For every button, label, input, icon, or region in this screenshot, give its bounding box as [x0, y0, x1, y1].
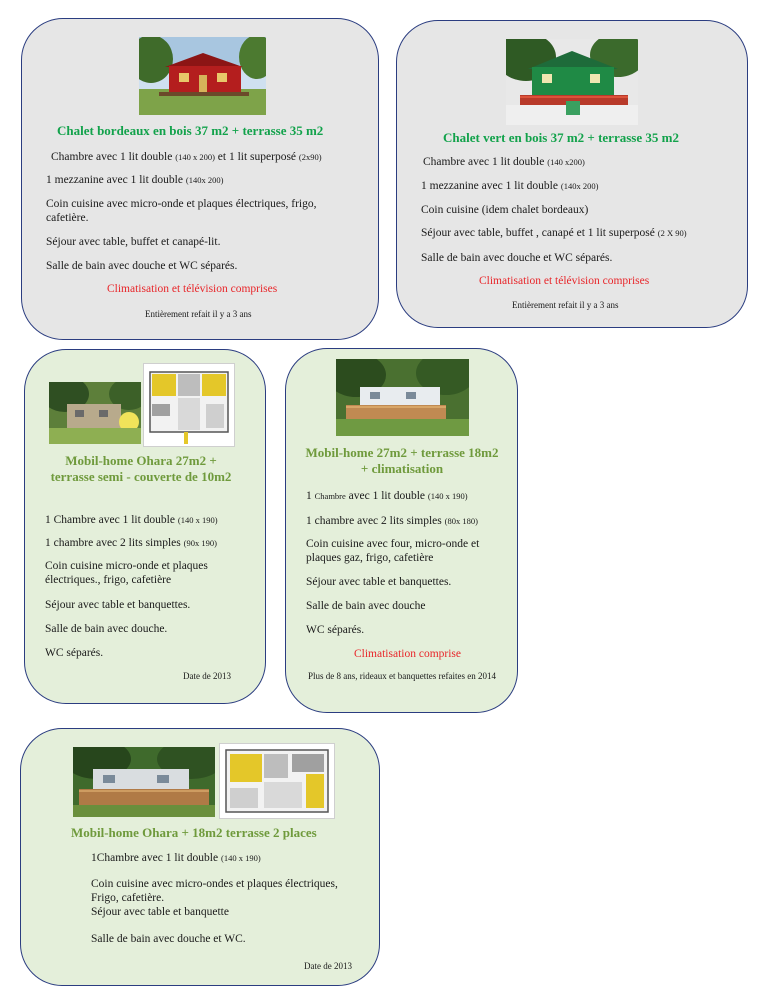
chalet-vert-line-1: Chambre avec 1 lit double (140 x200): [423, 156, 585, 168]
chalet-vert-line-5: Salle de bain avec douche et WC séparés.: [421, 252, 613, 264]
chalet-bordeaux-photo: [139, 37, 266, 115]
mobil-ohara-18-floorplan: [219, 743, 335, 819]
card-chalet-vert: [396, 20, 748, 328]
mobil-ohara-27-line-5: Salle de bain avec douche.: [45, 623, 168, 635]
mobil-27-clim-clim: Climatisation comprise: [354, 648, 461, 660]
mobil-ohara-27-photo: [49, 382, 141, 444]
mobil-27-clim-photo: [336, 359, 469, 436]
card-mobil-ohara-18: [20, 728, 380, 986]
chalet-vert-title: Chalet vert en bois 37 m2 + terrasse 35 m2: [443, 130, 679, 145]
mobil-ohara-27-line-1: 1 Chambre avec 1 lit double (140 x 190): [45, 514, 218, 526]
mobil-ohara-18-note: Date de 2013: [304, 961, 352, 971]
chalet-bordeaux-line-4: Séjour avec table, buffet et canapé-lit.: [46, 236, 221, 248]
mobil-27-clim-line-1: 1 Chambre avec 1 lit double (140 x 190): [306, 490, 468, 502]
mobil-ohara-27-line-4: Séjour avec table et banquettes.: [45, 599, 191, 611]
chalet-bordeaux-line-2: 1 mezzanine avec 1 lit double (140x 200): [46, 174, 224, 186]
mobil-27-clim-line-6: WC séparés.: [306, 624, 365, 636]
mobil-27-clim-note: Plus de 8 ans, rideaux et banquettes refaites en 2014: [308, 671, 496, 681]
mobil-ohara-27-title: Mobil-home Ohara 27m2 + terrasse semi - couverte de 10m2: [50, 453, 232, 484]
chalet-vert-line-3: Coin cuisine (idem chalet bordeaux): [421, 204, 589, 216]
chalet-bordeaux-line-1: Chambre avec 1 lit double (140 x 200) et 1 lit superposé (2x90): [51, 151, 322, 163]
mobil-ohara-18-line-5: Salle de bain avec douche et WC.: [91, 933, 246, 945]
mobil-27-clim-line-3: Coin cuisine avec four, micro-onde et plaques gaz, frigo, cafetière: [306, 538, 480, 564]
mobil-ohara-18-line-3: Frigo, cafetière.: [91, 892, 165, 904]
chalet-bordeaux-note: Entièrement refait il y a 3 ans: [145, 309, 252, 319]
mobil-27-clim-title: Mobil-home 27m2 + terrasse 18m2 + climatisation: [305, 445, 499, 476]
mobil-ohara-27-line-3: Coin cuisine micro-onde et plaques électriques., frigo, cafetière: [45, 560, 208, 586]
mobil-ohara-18-line-1: 1Chambre avec 1 lit double (140 x 190): [91, 852, 261, 864]
card-mobil-ohara-27: [24, 349, 266, 704]
chalet-bordeaux-title: Chalet bordeaux en bois 37 m2 + terrasse 35 m2: [57, 123, 324, 138]
mobil-27-clim-line-4: Séjour avec table et banquettes.: [306, 576, 452, 588]
chalet-vert-line-4: Séjour avec table, buffet , canapé et 1 lit superposé (2 X 90): [421, 227, 687, 239]
mobil-27-clim-line-5: Salle de bain avec douche: [306, 600, 426, 612]
chalet-bordeaux-line-3: Coin cuisine avec micro-onde et plaques électriques, frigo, cafetière.: [46, 198, 317, 224]
card-mobil-27-clim: [285, 348, 518, 713]
mobil-ohara-18-title: Mobil-home Ohara + 18m2 terrasse 2 places: [71, 825, 317, 840]
chalet-bordeaux-line-5: Salle de bain avec douche et WC séparés.: [46, 260, 238, 272]
chalet-vert-photo: [506, 39, 638, 125]
mobil-ohara-18-line-4: Séjour avec table et banquette: [91, 906, 229, 918]
mobil-ohara-27-floorplan: [143, 363, 235, 447]
chalet-vert-note: Entièrement refait il y a 3 ans: [512, 300, 619, 310]
mobil-ohara-27-line-2: 1 chambre avec 2 lits simples (90x 190): [45, 537, 217, 549]
chalet-bordeaux-clim: Climatisation et télévision comprises: [107, 283, 278, 295]
mobil-ohara-18-line-2: Coin cuisine avec micro-ondes et plaques électriques,: [91, 878, 338, 890]
chalet-vert-clim: Climatisation et télévision comprises: [479, 275, 650, 287]
card-chalet-bordeaux: [21, 18, 379, 340]
chalet-vert-line-2: 1 mezzanine avec 1 lit double (140x 200): [421, 180, 599, 192]
mobil-ohara-27-line-6: WC séparés.: [45, 647, 104, 659]
mobil-ohara-18-photo: [73, 747, 215, 817]
mobil-ohara-27-note: Date de 2013: [183, 671, 231, 681]
mobil-27-clim-line-2: 1 chambre avec 2 lits simples (80x 180): [306, 515, 478, 527]
